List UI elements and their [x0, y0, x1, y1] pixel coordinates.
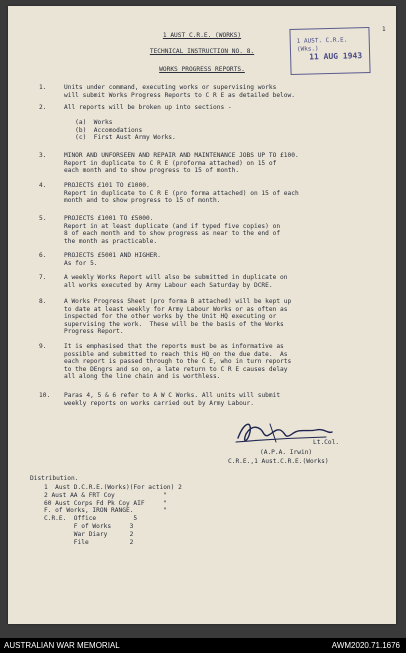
- item-line: all works executed by Army Labour each Saturday by DCRE.: [64, 281, 273, 289]
- distribution-line: F of Works 3: [44, 523, 134, 530]
- item-line: Units under command, executing works or supervising works: [64, 84, 277, 91]
- item-number: 8.: [39, 298, 47, 305]
- unit-heading: 1 AUST C.R.E. (WORKS): [162, 32, 242, 39]
- item-line: month and to show progress to 15 of month.: [64, 197, 221, 205]
- signatory-title: C.R.E.,1 Aust.C.R.E.(Works): [228, 458, 329, 465]
- item-line: will submit Works Progress Reports to C R E as detailed below.: [64, 91, 295, 99]
- item-line: MINOR AND UNFORSEEN AND REPAIR AND MAINTENANCE JOBS UP TO £100.: [64, 152, 299, 159]
- archive-footer: [0, 638, 406, 653]
- distribution-line: C.R.E. Office 5: [44, 515, 138, 523]
- distribution-line: 2 Aust AA & FRT Coy ": [44, 491, 167, 499]
- item-line: A Works Progress Sheet (pro forma B attached) will be kept up: [64, 298, 292, 305]
- distribution-line: 1 Aust D.C.R.E.(Works)(For action) 2: [44, 484, 182, 491]
- item-number: 3.: [39, 152, 47, 159]
- distribution-line: War Diary 2: [44, 530, 134, 538]
- item-line: (b) Accomodations: [64, 126, 143, 134]
- archive-reference: AWM2020.71.1676: [331, 641, 400, 650]
- item-line: All reports will be broken up into sections -: [64, 104, 232, 111]
- item-line: As for 5.: [64, 259, 98, 267]
- item-line: PROJECTS £5001 AND HIGHER.: [64, 252, 161, 259]
- distribution-heading: Distribution.: [30, 475, 79, 482]
- item-line: all along the line chain and is worthless.: [64, 373, 221, 381]
- signatory-name: (A.P.A. Irwin): [260, 449, 313, 456]
- item-line: (a) Works: [64, 119, 113, 127]
- item-number: 2.: [39, 104, 47, 111]
- subject-heading: WORKS PROGRESS REPORTS.: [159, 66, 245, 73]
- item-line: possible and submitted to reach this HQ on the due date. As: [64, 350, 288, 358]
- item-line: It is emphasised that the reports must be as informative as: [64, 343, 284, 350]
- item-number: 1.: [39, 84, 47, 91]
- item-line: each report is passed through to the C E, who in turn reports: [64, 358, 292, 366]
- distribution-line: F. of Works, IRON RANGE. ": [44, 507, 167, 515]
- document-page: [8, 6, 396, 624]
- distribution-line: File 2: [44, 538, 134, 546]
- item-number: 9.: [39, 343, 47, 350]
- item-line: to the DEngrs and so on, a late return to C R E causes delay: [64, 365, 288, 373]
- item-line: supervising the work. These will be the basis of the Works: [64, 320, 284, 328]
- item-line: each month and to show progress to 15 of month.: [64, 167, 240, 175]
- item-line: 8 of each month and to show progress as near to the end of: [64, 230, 281, 238]
- item-line: to date at least weekly for Army Labour Works or as often as: [64, 305, 288, 313]
- stamp-unit-text: 1 AUST. C.R.E. (Wks.): [296, 36, 348, 53]
- item-line: (c) First Aust Army Works.: [64, 134, 176, 142]
- item-line: inspected for the other works by the Unit HQ executing or: [64, 313, 277, 321]
- item-line: the month as practicable.: [64, 237, 158, 245]
- item-number: 10.: [39, 392, 51, 399]
- item-line: Paras 4, 5 & 6 refer to A W C Works. All units will submit: [64, 392, 281, 399]
- item-number: 7.: [39, 274, 47, 281]
- item-line: weekly reports on works carried out by Army Labour.: [64, 399, 254, 407]
- item-line: Progress Report.: [64, 328, 124, 336]
- item-line: Report in at least duplicate (and if typed five copies) on: [64, 222, 281, 230]
- stamp-date-text: 11 AUG 1943: [309, 51, 363, 62]
- signatory-rank: Lt.Col.: [313, 439, 340, 446]
- item-line: Report in duplicate to C R E (pro forma attached) on 15 of each: [64, 189, 299, 197]
- instruction-title: TECHNICAL INSTRUCTION NO. 8.: [149, 48, 255, 55]
- page-number: 1: [382, 26, 386, 33]
- archive-name: AUSTRALIAN WAR MEMORIAL: [4, 641, 120, 650]
- item-line: PROJECTS £1001 TO £5000.: [64, 215, 154, 222]
- item-number: 5.: [39, 215, 47, 222]
- item-line: PROJECTS £101 TO £1000.: [64, 182, 150, 189]
- item-line: Report in duplicate to C R E (proforma attached) on 15 of: [64, 159, 277, 167]
- item-number: 4.: [39, 182, 47, 189]
- distribution-line: 60 Aust Corps Fd Pk Coy AIF ": [44, 499, 167, 507]
- item-number: 6.: [39, 252, 47, 259]
- item-line: A weekly Works Report will also be submitted in duplicate on: [64, 274, 288, 281]
